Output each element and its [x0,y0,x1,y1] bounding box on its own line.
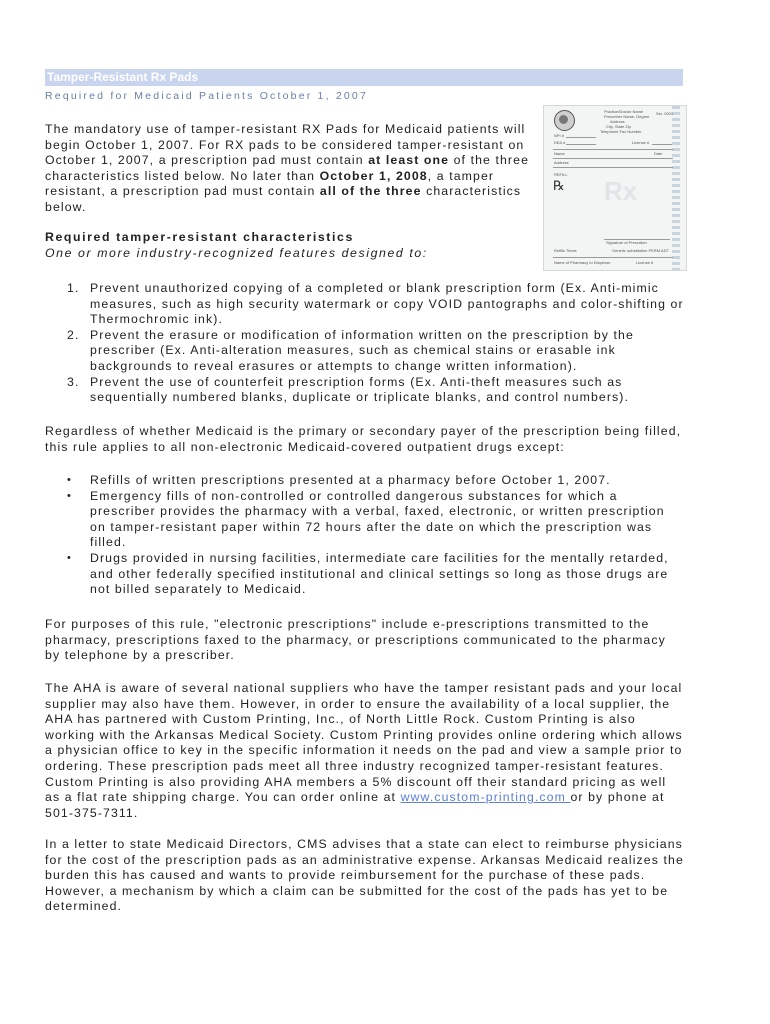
pad-license-2: License # [636,260,654,265]
rx-symbol: ℞ [553,178,565,193]
list-item: • Drugs provided in nursing facilities, intermediate care facilities for the mentally retarded, and other federally specified institutional and clinical settings so long as those drugs are not billed separately to Medicaid. [67,550,669,597]
pad-name: Name [554,151,565,156]
exceptions-list [45,473,685,598]
pad-phone: Telephone Fax Number [600,129,642,134]
requirements-heading: Required tamper-resistant characteristics [45,230,354,244]
page-title: Tamper-Resistant Rx Pads [47,70,199,84]
security-watermark-strip [672,106,680,270]
pad-refill: REFILL [554,172,568,177]
void-pantograph: Rx [604,176,638,206]
requirements-list [45,281,685,406]
pad-pharmacy: Name of Pharmacy to Dispense [554,260,611,265]
pad-generic: Generic substitution PERM ADT [612,248,669,253]
state-seal-icon [554,110,575,131]
list-item: • Refills of written prescriptions presented at a pharmacy before October 1, 2007. [67,473,611,487]
list-item: 3. Prevent the use of counterfeit prescription forms (Ex. Anti-theft measures such as sequentially numbered blanks, duplicate or triplicate blanks, and control numbers). [67,374,630,405]
pad-practice: Practice/Doctor Name [604,109,644,114]
pad-address-line: Address [554,160,569,165]
requirements-subheading: One or more industry-recognized features designed to: [45,245,428,260]
pad-serial: Ser. 0001 [656,111,674,116]
pad-refills: Refills Times [554,248,577,253]
list-item: 1. Prevent unauthorized copying of a completed or blank prescription form (Ex. Anti-mimic measures, such as high security watermark or copy VOID pantographs and color-shifting or Thermochromic ink). [67,281,684,327]
regardless-paragraph: Regardless of whether Medicaid is the primary or secondary payer of the prescription being filled, this rule applies to all non-electronic Medicaid-covered outpatient drugs except: [45,424,682,454]
prescription-pad-image [543,105,687,271]
pad-date: Date [654,151,663,156]
aha-paragraph: The AHA is aware of several national suppliers who have the tamper resistant pads and your local supplier may also have them. However, in order to ensure the availability of a local supplier, the AHA has partnered with Custom Printing, Inc., of North Little Rock. Custom Printing is also working with the Arkansas Medical Society. Custom Printing provides online ordering which allows a physician office to key in the specific information it needs on the pad and view a sample prior to ordering. These prescription pads meet all three industry recognized tamper-resistant features. Custom Printing is also providing AHA members a 5% discount off their standard pricing as well as a flat rate shipping charge. You can order online at www.custom-printing.com or by phone at 501-375-7311. [45,681,683,820]
requirements-heading-block [45,230,428,261]
pad-npi: NPI # [554,133,565,138]
custom-printing-link[interactable]: www.custom-printing.com [400,790,571,805]
letter-paragraph: In a letter to state Medicaid Directors, CMS advises that a state can elect to reimburse physicians for the cost of the prescription pads as an administrative expense. Arkansas Medicaid realizes the burden this has caused and wants to provide reimbursement for the purchase of these pads. However, a mechanism by which a claim can be submitted for the cost of the pads has yet to be determined. [45,837,684,914]
pad-address: Address [610,119,625,124]
pad-degree: Prescriber Name, Degree [604,114,650,119]
pad-signature: Signature of Prescriber [606,240,647,245]
list-item: • Emergency fills of non-controlled or controlled dangerous substances for which a prescriber provides the pharmacy with a verbal, faxed, electronic, or written prescription on tamper-resistant paper within 72 hours after the date on which the prescription was filled. [67,488,665,550]
intro-paragraph: The mandatory use of tamper-resistant RX Pads for Medicaid patients will begin October 1, 2007. For RX pads to be considered tamper-resistant on October 1, 2007, a prescription pad must contain at least one of the three characteristics listed below. No later than October 1, 2008, a tamper resistant, a prescription pad must contain all of the three characteristics below. [45,122,530,214]
list-item: 2. Prevent the erasure or modification of information written on the prescription by the prescriber (Ex. Anti-alteration measures, such as chemical stains or erasable ink backgrounds to reveal erasures or attempts to change written information). [67,327,634,373]
electronic-paragraph: For purposes of this rule, "electronic prescriptions" include e-prescriptions transmitted to the pharmacy, prescriptions faxed to the pharmacy, or prescriptions communicated to the pharmacy by telephone by a prescriber. [45,617,666,663]
pad-city: City, State Zip [606,124,631,129]
page-subtitle: Required for Medicaid Patients October 1, 2007 [45,90,368,102]
pad-dea: DEA # [554,140,566,145]
pad-license: License # [632,140,650,145]
